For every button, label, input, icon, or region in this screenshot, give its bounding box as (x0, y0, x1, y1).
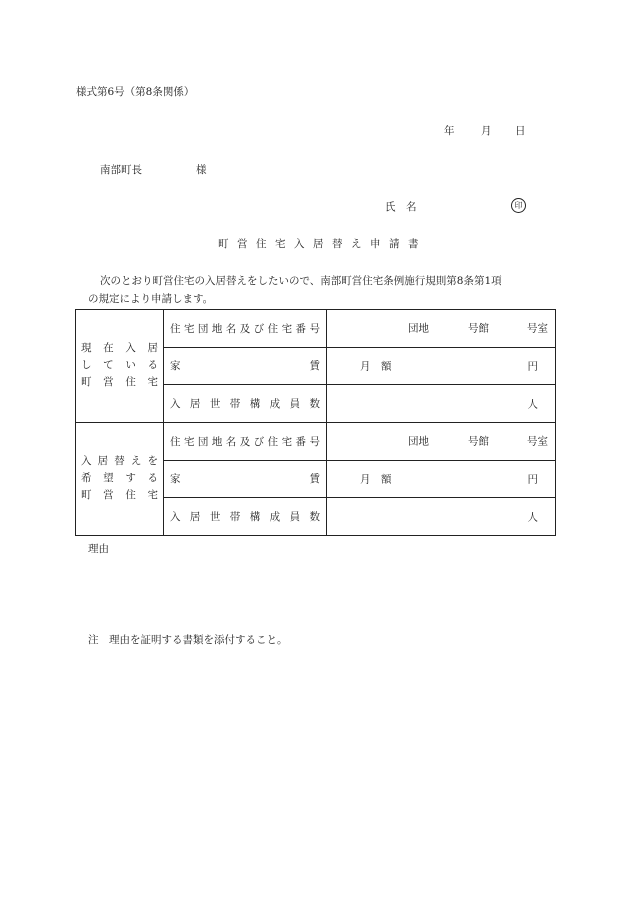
form-number: 様式第6号（第8条関係） (76, 86, 195, 98)
desired-address-row (76, 422, 556, 460)
application-table (75, 309, 556, 536)
body-text-line-2: の規定により申請します。 (88, 293, 214, 305)
yen-unit: 円 (527, 473, 538, 486)
danchi-unit: 団地 (408, 435, 429, 448)
reason-field[interactable] (75, 556, 556, 626)
goshitsu-unit: 号室 (527, 322, 548, 335)
body-text-line-1: 次のとおり町営住宅の入居替えをしたいので、南部町営住宅条例施行規則第8条第1項 (100, 275, 502, 287)
monthly-label: 月 額 (360, 473, 392, 486)
document-title: 町営住宅入居替え申請書 (218, 238, 427, 250)
addressee-honorific: 様 (196, 164, 207, 176)
reason-label: 理由 (88, 543, 109, 555)
current-address-label: 住宅団地名及び住宅番号 (164, 310, 327, 348)
gokan-unit: 号館 (468, 322, 489, 335)
applicant-name-label: 氏 名 (385, 201, 417, 213)
attachment-note: 注 理由を証明する書類を添付すること。 (88, 634, 288, 646)
current-housing-group-label: 現在入居 している 町営住宅 (76, 310, 164, 423)
desired-address-label: 住宅団地名及び住宅番号 (164, 422, 327, 460)
current-members-label: 入居世帯構成員数 (164, 385, 327, 423)
person-unit: 人 (527, 398, 538, 411)
danchi-unit: 団地 (408, 322, 429, 335)
date-month-label: 月 (481, 125, 492, 137)
gokan-unit: 号館 (468, 435, 489, 448)
current-address-row (76, 310, 556, 348)
desired-housing-group-label: 入居替えを 希望する 町営住宅 (76, 422, 164, 535)
person-unit: 人 (527, 511, 538, 524)
current-members-field[interactable] (327, 385, 556, 423)
date-year-label: 年 (444, 125, 455, 137)
current-rent-field[interactable] (327, 347, 556, 385)
date-day-label: 日 (515, 125, 526, 137)
seal-icon: 印 (511, 198, 526, 213)
seal-mark (511, 198, 526, 213)
desired-members-label: 入居世帯構成員数 (164, 498, 327, 536)
desired-members-field[interactable] (327, 498, 556, 536)
monthly-label: 月 額 (360, 360, 392, 373)
desired-rent-label: 家 賃 (164, 460, 327, 498)
desired-address-field[interactable] (327, 422, 556, 460)
goshitsu-unit: 号室 (527, 435, 548, 448)
desired-rent-field[interactable] (327, 460, 556, 498)
addressee-name: 南部町長 (100, 164, 142, 176)
yen-unit: 円 (527, 360, 538, 373)
current-rent-label: 家 賃 (164, 347, 327, 385)
current-address-field[interactable] (327, 310, 556, 348)
